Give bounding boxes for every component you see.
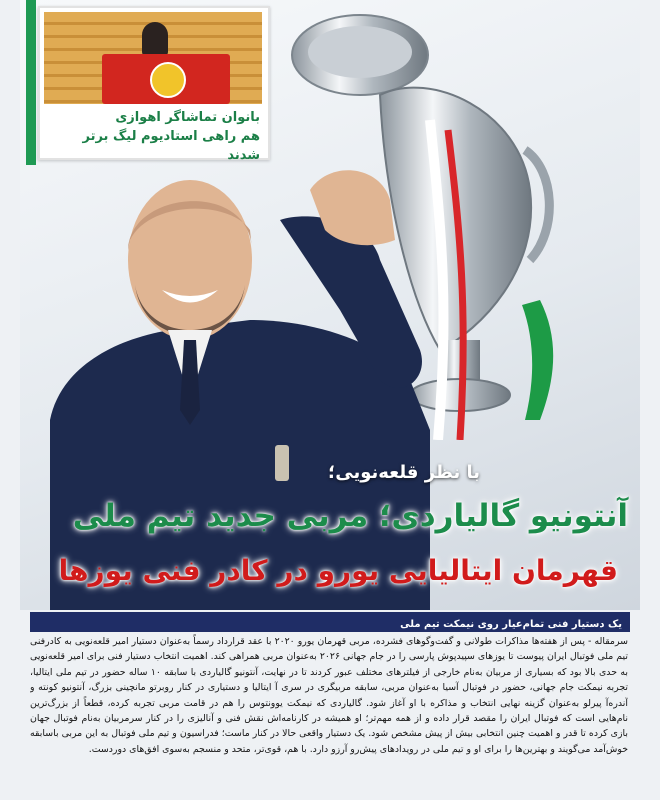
inset-photo [44, 12, 262, 104]
headline-kicker: با نظر قلعه‌نویی؛ [328, 462, 480, 483]
subhead-text: یک دستیار فنی تمام‌عیار روی نیمکت تیم ملی [400, 619, 622, 630]
article-body: سرمقاله - پس از هفته‌ها مذاکرات طولانی و گفت‌وگوهای فشرده، مربی قهرمان یورو ۲۰۲۰ با عقد قرارداد رسماً به‌عنوان دستیار امیر قلعه‌نویی به کادرفنی تیم ملی فوتبال ایران پیوست تا یوزهای سپیدپوش پارسی را در جام جهانی ۲۰۲۶ به‌عنوان مربی همراهی کند. اهمیت انتخاب دستیار فنی برای امیر قلعه‌نویی به حدی بالا بود که بسیاری از مربیان به‌نام خارجی از فیلترهای مختلف عبور کردند تا در نهایت، آنتونیو گالیاردی با سابقه ۱۰ ساله حضور در تیم ملی ایتالیا، تجربه نیمکت جام جهانی، حضور در فوتبال آسیا به‌عنوان مربی، سابقه مربیگری در سری آ ایتالیا و دستیاری در کنار روبرتو مانچینی بزرگ، آنتونیو کونته و آندره‌آ پیرلو به‌عنوان گزینه نهایی انتخاب و مذاکره با او آغاز شود. گالیاردی که نیمکت یوونتوس را هم در قامت مربی تجربه کرده، قطعاً از بزرگ‌ترین نام‌هایی است که فوتبال ایران را مقصد قرار داده و از همه مهم‌تر؛ او همیشه در کارنامه‌اش نقش فنی و آنالیزی را در کنار سرمربیان به‌نام فوتبال جهان بازی کرده تا قدر و اهمیت چنین انتخابی بیش از پیش مشخص شود. یک دستیار واقعی حالا در کنار ماست؛ فدراسیون و تیم ملی فوتبال به این مربی باسابقه خوش‌آمد می‌گویند و بهترین‌ها را برای او و تیم ملی در رویدادهای پیش‌رو آرزو دارد. با هم، قوی‌تر، متحد و منسجم به‌سوی افق‌های دوردست. [30, 636, 628, 755]
inset-caption-line2: هم راهی استادیوم لیگ برتر شدند [82, 129, 260, 163]
subhead-bar [30, 612, 630, 632]
inset-caption [48, 108, 260, 165]
headline [20, 462, 640, 610]
headline-title-line1: آنتونیو گالیاردی؛ مربی جدید تیم ملی [72, 498, 628, 534]
inset-news-box[interactable] [38, 6, 270, 163]
headline-title-line2: قهرمان ایتالیایی یورو در کادر فنی یوزها [58, 554, 618, 587]
inset-accent-bar [26, 0, 36, 165]
fan-banner [102, 54, 230, 104]
club-emblem-icon [150, 62, 186, 98]
fan-figure [142, 22, 168, 56]
inset-caption-line1: بانوان تماشاگر اهوازی [115, 110, 260, 125]
